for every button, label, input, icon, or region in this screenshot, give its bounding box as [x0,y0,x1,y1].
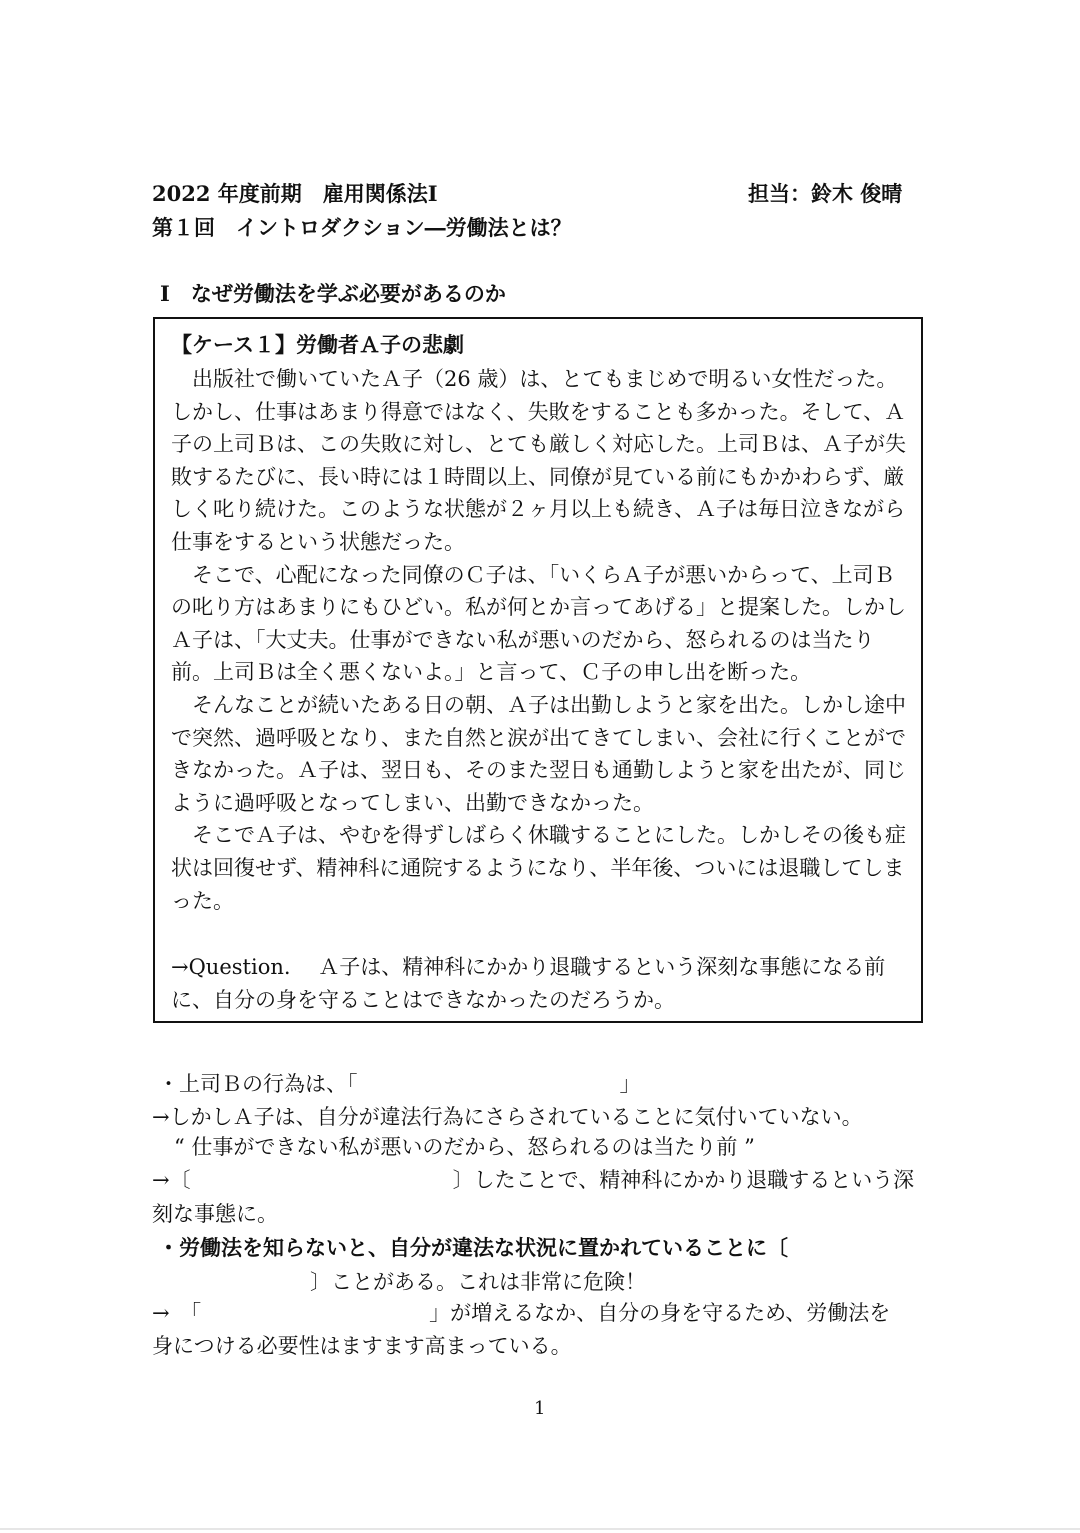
teacher-name: 担当：鈴木 俊晴 [748,181,903,206]
note-line-2: →しかしＡ子は、自分が違法行為にさらされていることに気付いていない。 [152,1105,863,1129]
note-key-point: ・労働法を知らないと、自分が違法な状況に置かれていることに〔 [158,1235,788,1260]
case-box [153,317,923,1023]
case-title: 【ケース１】労働者Ａ子の悲劇 [171,332,464,357]
note-line-1 [158,1068,641,1098]
section-title: Ⅰ なぜ労働法を学ぶ必要があるのか [160,281,506,306]
note-1-end: 」 [619,1072,641,1096]
case-question: →Question. Ａ子は、精神科にかかり退職するという深刻な事態になる前に、自分の身を守ることはできなかったのだろうか。 [171,955,886,1012]
note-4-end: 〕したことで、精神科にかかり退職するという深 [452,1168,915,1192]
note-line-9: 身につける必要性はますます高まっている。 [152,1334,572,1358]
page-number: 1 [534,1398,546,1419]
case-paragraph: そこでＡ子は、やむを得ずしばらく休職することにした。しかしその後も症状は回復せず、精神科に通院するようになり、半年後、ついには退職してしまった。 [171,823,906,913]
case-paragraph: 出版社で働いていたＡ子（26 歳）は、とてもまじめで明るい女性だった。しかし、仕事はあまり得意ではなく、失敗をすることも多かった。そして、Ａ子の上司Ｂは、この失敗に対し、とても厳しく対応した。上司Ｂは、Ａ子が失敗するたびに、長い時には１時間以上、同僚が見ている前にもかかわらず、厳しく叱り続けた。このような状態が２ヶ月以上も続き、Ａ子は毎日泣きながら仕事をするという状態だった。 [171,367,906,554]
note-8-start: → 「 [152,1301,202,1325]
case-paragraph: そこで、心配になった同僚のＣ子は、「いくらＡ子が悪いからって、上司Ｂの叱り方はあまりにもひどい。私が何とか言ってあげる」と提案した。しかしＡ子は、「大丈夫。仕事ができない私が悪いのだから、怒られるのは当たり前。上司Ｂは全く悪くないよ。」と言って、Ｃ子の申し出を断った。 [171,562,906,685]
course-title: 2022 年度前期 雇用関係法Ⅰ [152,181,438,206]
note-line-8 [152,1297,890,1327]
case-paragraph: そんなことが続いたある日の朝、Ａ子は出勤しようと家を出た。しかし途中で突然、過呼吸となり、また自然と涙が出てきてしまい、会社に行くことができなかった。Ａ子は、翌日も、そのまた翌日も通勤しようと家を出たが、同じように過呼吸となってしまい、出勤できなかった。 [171,692,906,815]
case-text [171,363,911,917]
lecture-title: 第１回 イントロダクション―労働法とは？ [152,215,572,240]
note-quote: “ 仕事ができない私が悪いのだから、怒られるのは当たり前 ” [174,1135,755,1159]
page-bottom-edge [0,1528,1080,1530]
note-8-end: 」が増えるなか、自分の身を守るため、労働法を [429,1301,891,1325]
note-4-start: →〔 [152,1168,191,1192]
note-line-7: 〕ことがある。これは非常に危険！ [310,1270,646,1294]
note-line-4 [152,1164,914,1194]
note-1-start: ・上司Ｂの行為は、「 [158,1072,358,1096]
note-line-5: 刻な事態に。 [152,1202,278,1226]
